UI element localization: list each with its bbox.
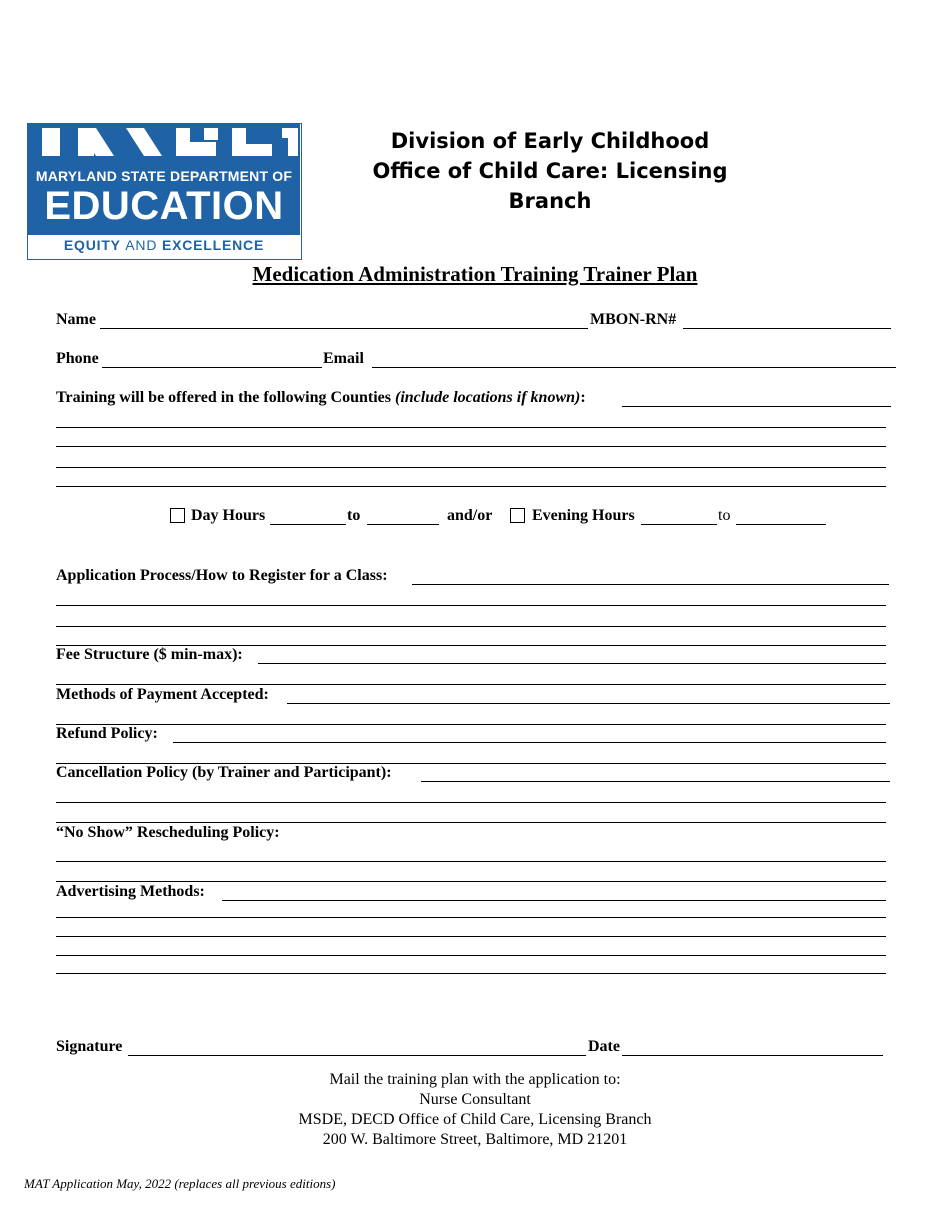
counties-field[interactable] (622, 406, 891, 407)
name-field[interactable] (100, 328, 588, 329)
fee-line-1[interactable] (56, 684, 886, 685)
cancellation-label: Cancellation Policy (by Trainer and Participant): (56, 764, 392, 781)
payment-label: Methods of Payment Accepted: (56, 686, 269, 703)
refund-label: Refund Policy: (56, 725, 158, 742)
mail-address: 200 W. Baltimore Street, Baltimore, MD 21201 (322, 1131, 628, 1148)
day-hours-checkbox[interactable] (170, 508, 185, 523)
logo-flag-graphic (36, 128, 301, 164)
noshow-line-1[interactable] (56, 861, 886, 862)
evening-to-label: to (718, 507, 731, 524)
msde-logo (27, 123, 302, 260)
day-hours-label: Day Hours (191, 507, 266, 524)
logo-tagline: EQUITY AND EXCELLENCE (63, 237, 265, 253)
advertising-field[interactable] (222, 900, 886, 901)
payment-field[interactable] (287, 703, 890, 704)
evening-hours-checkbox[interactable] (510, 508, 525, 523)
signature-label: Signature (56, 1038, 123, 1055)
evening-hours-to-field[interactable] (736, 524, 826, 525)
cancellation-line-2[interactable] (56, 822, 886, 823)
refund-field[interactable] (173, 742, 886, 743)
logo-banner (28, 124, 300, 235)
name-label: Name (56, 311, 96, 328)
date-label: Date (588, 1038, 620, 1055)
phone-field[interactable] (102, 367, 322, 368)
noshow-line-2[interactable] (56, 881, 886, 882)
counties-line-3[interactable] (56, 467, 886, 468)
mail-recipient: Nurse Consultant (419, 1091, 531, 1108)
fee-label: Fee Structure ($ min-max): (56, 646, 243, 663)
counties-line-1[interactable] (56, 427, 886, 428)
payment-line-1[interactable] (56, 724, 886, 725)
noshow-label: “No Show” Rescheduling Policy: (56, 824, 280, 841)
form-title: Medication Administration Training Trainer Plan (252, 262, 698, 286)
mail-instructions: Mail the training plan with the application to: (329, 1071, 621, 1088)
evening-hours-from-field[interactable] (641, 524, 717, 525)
advertising-label: Advertising Methods: (56, 883, 205, 900)
date-field[interactable] (622, 1055, 883, 1056)
email-field[interactable] (372, 367, 896, 368)
header-division: Division of Early Childhood (390, 129, 710, 153)
mbon-label: MBON-RN# (590, 311, 677, 328)
counties-label: Training will be offered in the following Counties (include locations if known): (56, 389, 586, 406)
day-hours-to-field[interactable] (367, 524, 439, 525)
mail-office: MSDE, DECD Office of Child Care, Licensing Branch (298, 1111, 652, 1128)
form-edition-note: MAT Application May, 2022 (replaces all previous editions) (24, 1176, 336, 1191)
day-hours-from-field[interactable] (270, 524, 346, 525)
advertising-line-1[interactable] (56, 917, 886, 918)
logo-education-text: EDUCATION (44, 184, 284, 228)
phone-label: Phone (56, 350, 99, 367)
day-to-label: to (347, 507, 361, 524)
application-label: Application Process/How to Register for a Class: (56, 567, 388, 584)
email-label: Email (323, 350, 364, 367)
advertising-line-3[interactable] (56, 955, 886, 956)
advertising-line-4[interactable] (56, 973, 886, 974)
counties-line-4[interactable] (56, 486, 886, 487)
application-field[interactable] (412, 584, 889, 585)
application-line-1[interactable] (56, 605, 886, 606)
evening-hours-label: Evening Hours (532, 507, 635, 524)
fee-field[interactable] (258, 663, 886, 664)
application-line-2[interactable] (56, 626, 886, 627)
mbon-field[interactable] (683, 328, 891, 329)
advertising-line-2[interactable] (56, 936, 886, 937)
counties-line-2[interactable] (56, 446, 886, 447)
logo-state-text: MARYLAND STATE DEPARTMENT OF (35, 168, 293, 184)
andor-label: and/or (447, 507, 493, 524)
signature-field[interactable] (128, 1055, 586, 1056)
header-office: Office of Child Care: Licensing Branch (372, 159, 728, 213)
cancellation-line-1[interactable] (56, 802, 886, 803)
cancellation-field[interactable] (421, 781, 890, 782)
